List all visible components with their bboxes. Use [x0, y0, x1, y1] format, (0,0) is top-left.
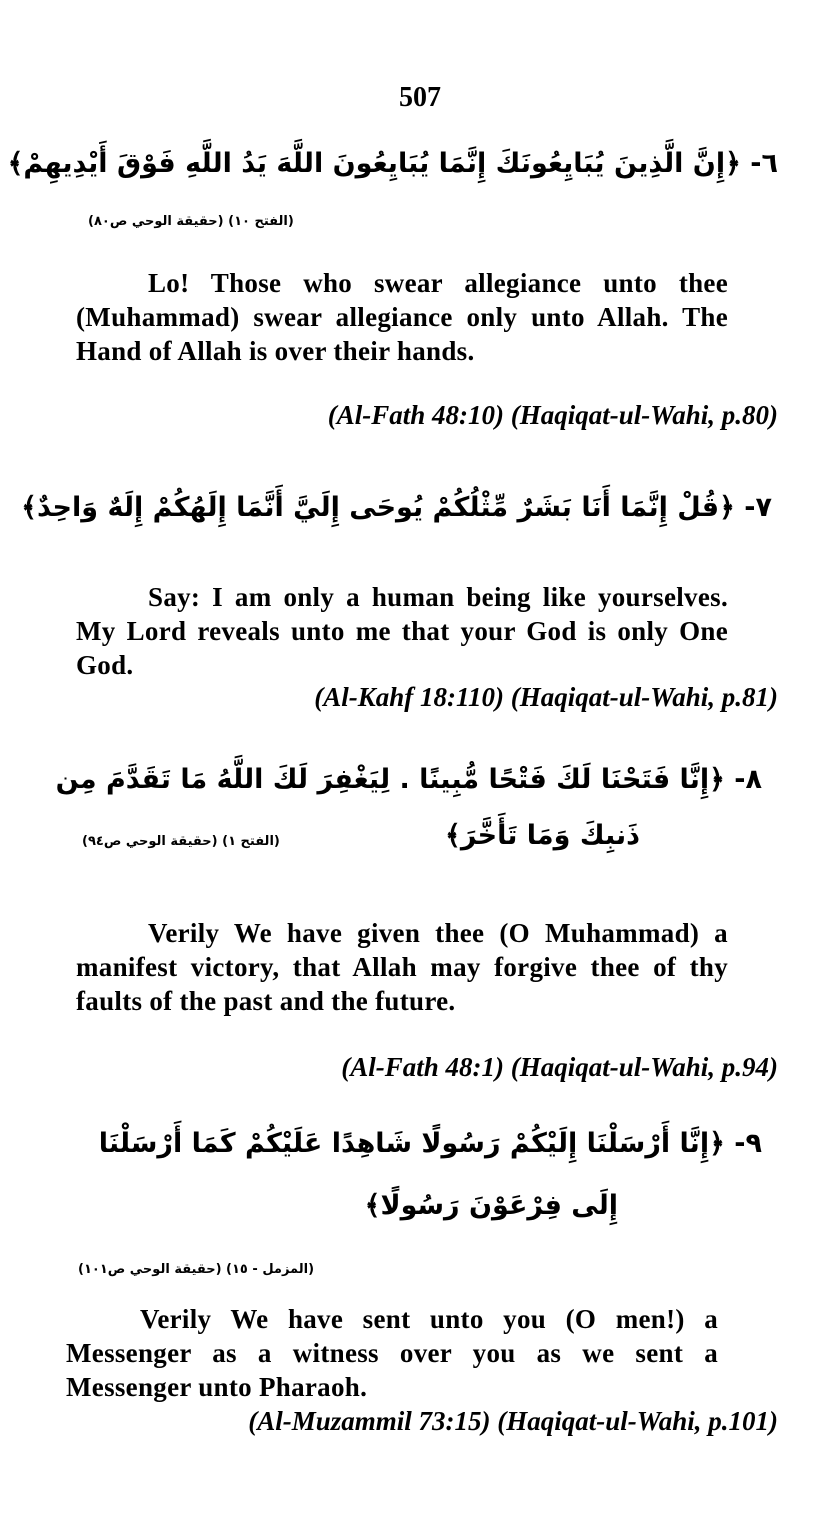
reference-8: (Al-Fath 48:1) (Haqiqat-ul-Wahi, p.94)	[341, 1052, 778, 1082]
translation-7: Say: I am only a human being like yourselves. My Lord reveals unto me that your God is only One God.	[76, 582, 728, 680]
arabic-reference-8: (الفتح ١) (حقيقة الوحي ص٩٤)	[82, 834, 280, 849]
translation-8: Verily We have given thee (O Muhammad) a manifest victory, that Allah may forgive thee of thy faults of the past and the future.	[76, 918, 728, 1016]
arabic-verse-6: ٦- ﴿إِنَّ الَّذِينَ يُبَايِعُونَكَ إِنَّمَا يُبَايِعُونَ اللَّهَ يَدُ اللَّهِ فَوْقَ أَيْدِيهِمْ﴾	[7, 148, 778, 179]
arabic-verse-9-line1: ٩- ﴿إِنَّا أَرْسَلْنَا إِلَيْكُمْ رَسُولًا شَاهِدًا عَلَيْكُمْ كَمَا أَرْسَلْنَا	[98, 1128, 762, 1159]
reference-9: (Al-Muzammil 73:15) (Haqiqat-ul-Wahi, p.101)	[248, 1406, 778, 1436]
reference-6: (Al-Fath 48:10) (Haqiqat-ul-Wahi, p.80)	[327, 400, 778, 430]
arabic-verse-8-line2: ذَنبِكَ وَمَا تَأَخَّرَ﴾	[445, 820, 640, 851]
page-number: 507	[399, 82, 441, 113]
arabic-reference-6: (الفتح ١٠) (حقيقة الوحي ص٨٠)	[88, 214, 294, 229]
translation-6: Lo! Those who swear allegiance unto thee (Muhammad) swear allegiance only unto Allah. The Hand of Allah is over their hands.	[76, 268, 728, 366]
arabic-verse-7: ٧- ﴿قُلْ إِنَّمَا أَنَا بَشَرٌ مِّثْلُكُمْ يُوحَى إِلَيَّ أَنَّمَا إِلَهُكُمْ إِلَهٌ وَاحِدٌ﴾	[21, 492, 772, 523]
arabic-reference-9: (المزمل - ١٥) (حقيقة الوحي ص١٠١)	[78, 1262, 315, 1277]
translation-9: Verily We have sent unto you (O men!) a Messenger as a witness over you as we sent a Messenger unto Pharaoh.	[66, 1304, 718, 1402]
arabic-verse-8-line1: ٨- ﴿إِنَّا فَتَحْنَا لَكَ فَتْحًا مُّبِينًا . لِيَغْفِرَ لَكَ اللَّهُ مَا تَقَدَّمَ مِن	[55, 764, 762, 795]
arabic-verse-9-line2: إِلَى فِرْعَوْنَ رَسُولًا﴾	[364, 1190, 618, 1221]
reference-7: (Al-Kahf 18:110) (Haqiqat-ul-Wahi, p.81)	[314, 682, 778, 712]
